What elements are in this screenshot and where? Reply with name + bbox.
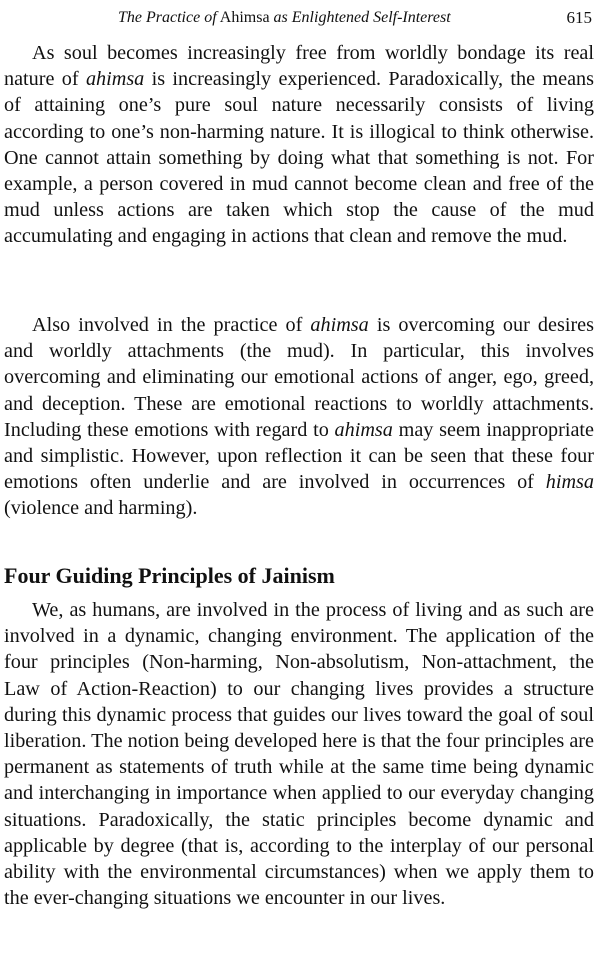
paragraph-indent	[4, 314, 32, 336]
ahimsa-term: ahimsa	[85, 68, 145, 91]
running-header	[118, 6, 592, 30]
section-heading: Four Guiding Principles of Jainism	[4, 563, 335, 588]
ahimsa-term: ahimsa	[310, 314, 369, 336]
ahimsa-term: ahimsa	[334, 418, 393, 441]
paragraph-indent	[4, 599, 32, 621]
paragraph-2-text-a: Also involved in the practice of	[32, 314, 311, 336]
paragraph-2-text-c: may seem inappropriate and simplistic. However, upon reflection it can be seen that these four emotions often underlie and are involved in occurrences of	[4, 418, 594, 494]
running-title-word: Ahimsa	[219, 9, 270, 26]
paragraph-indent	[4, 42, 32, 64]
page-number: 615	[566, 8, 592, 27]
running-title-pre: The Practice of	[118, 9, 217, 26]
paragraph-1-text-b: is increasingly experienced. Paradoxically, the means of attaining one’s pure soul nature necessarily consists of living according to one’s non-harming nature. It is illogical to think otherwise. One cannot attain something by doing what that something is not. For example, a person covered in mud cannot become clean and free of the mud unless actions are taken which stop the cause of the mud accumulating and engaging in actions that clean and remove the mud.	[4, 68, 594, 248]
paragraph-3	[4, 597, 594, 911]
paragraph-3-text: We, as humans, are involved in the process of living and as such are involved in a dynamic, changing environment. The application of the four principles (Non-harming, Non-absolutism, Non-attachment, the Law of Action-Reaction) to our changing lives provides a structure during this dynamic process that guides our lives toward the goal of soul liberation. The notion being developed here is that the four principles are permanent as statements of truth while at the same time being dynamic and interchanging in importance when applied to our everyday changing situations. Paradoxically, the static principles become dynamic and applicable by degree (that is, according to the interplay of our personal ability with the environmental circumstances) when we apply them to the ever-changing situations we encounter in our lives.	[4, 599, 594, 910]
running-title	[118, 6, 451, 30]
himsa-term: himsa	[545, 471, 594, 494]
paragraph-2-text-d: (violence and harming).	[4, 497, 198, 520]
running-title-post: as Enlightened Self-Interest	[273, 9, 451, 26]
paragraph-1-text-a: As soul becomes increasingly free from worldly bondage its real nature of	[4, 42, 594, 91]
paragraph-2-text-b: is overcoming our desires and worldly attachments (the mud). In particular, this involves overcoming and eliminating our emotional actions of anger, ego, greed, and deception. These are emotional reactions to worldly attachments. Including these emotions with regard to	[4, 314, 594, 441]
paragraph-2	[4, 312, 594, 522]
paragraph-1	[4, 40, 594, 250]
